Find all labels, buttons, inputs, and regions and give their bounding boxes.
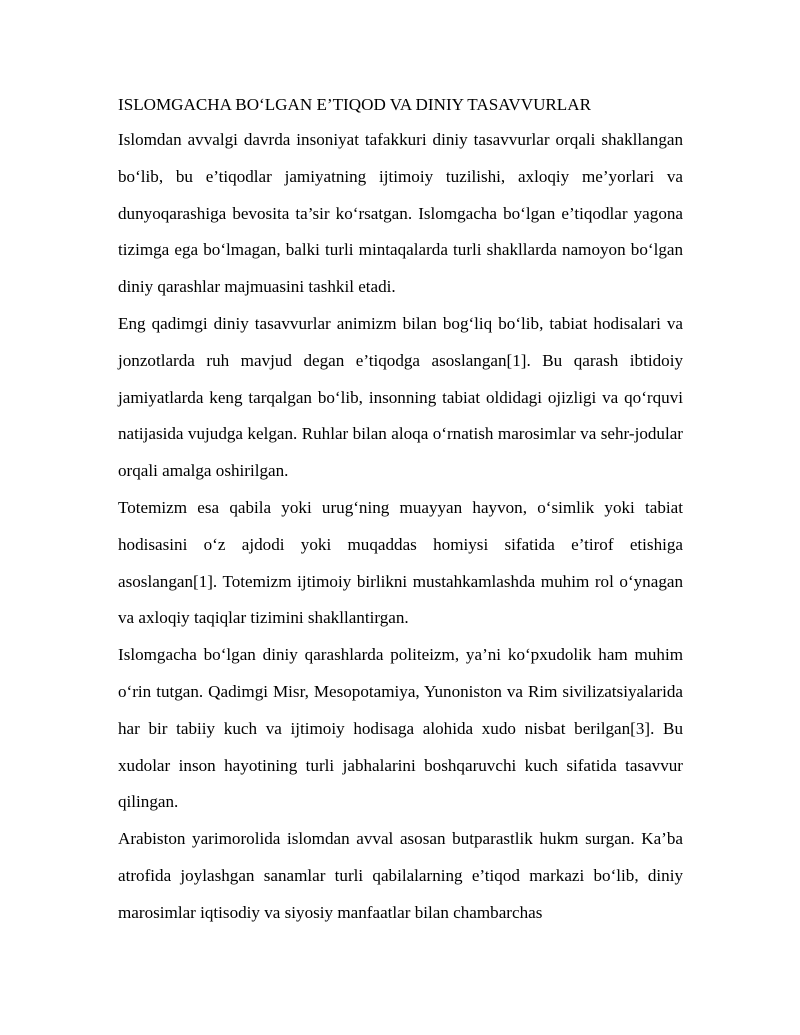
paragraph-pre-islamic-beliefs: Islomdan avvalgi davrda insoniyat tafakkuri diniy tasavvurlar orqali shakllangan bo‘lib, bu e’tiqodlar jamiyatning ijtimoiy tuzilishi, axloqiy me’yorlari va dunyoqarashiga bevosita ta’sir ko‘rsatgan. Islomgacha bo‘lgan e’tiqodlar yagona tizimga ega bo‘lmagan, balki turli mintaqalarda turli shakllarda namoyon bo‘lgan diniy qarashlar majmuasini tashkil etadi. [118, 130, 683, 297]
paragraph-animism: Eng qadimgi diniy tasavvurlar animizm bilan bog‘liq bo‘lib, tabiat hodisalari va jonzotlarda ruh mavjud degan e’tiqodga asoslangan[1]. Bu qarash ibtidoiy jamiyatlarda keng tarqalgan bo‘lib, insonning tabiat oldidagi ojizligi va qo‘rquvi natijasida vujudga kelgan. Ruhlar bilan aloqa o‘rnatish marosimlar va sehr-jodular orqali amalga oshirilgan. [118, 313, 683, 481]
document-title: ISLOMGACHA BO‘LGAN E’TIQOD VA DINIY TASAVVURLAR [118, 95, 591, 114]
document-page [118, 92, 683, 932]
paragraph-polytheism: Islomgacha bo‘lgan diniy qarashlarda politeizm, ya’ni ko‘pxudolik ham muhim o‘rin tutgan. Qadimgi Misr, Mesopotamiya, Yunoniston va Rim sivilizatsiyalarida har bir tabiiy kuch va ijtimoiy hodisaga alohida xudo nisbat berilgan[3]. Bu xudolar inson hayotining turli jabhalarini boshqaruvchi kuch sifatida tasavvur qilingan. [118, 645, 683, 812]
paragraph-arabian-idolatry: Arabiston yarimorolida islomdan avval asosan butparastlik hukm surgan. Ka’ba atrofida joylashgan sanamlar turli qabilalarning e’tiqod markazi bo‘lib, diniy marosimlar iqtisodiy va siyosiy manfaatlar bilan chambarchas [118, 829, 683, 922]
paragraph-totemism: Totemizm esa qabila yoki urug‘ning muayyan hayvon, o‘simlik yoki tabiat hodisasini o‘z ajdodi yoki muqaddas homiysi sifatida e’tirof etishiga asoslangan[1]. Totemizm ijtimoiy birlikni mustahkamlashda muhim rol o‘ynagan va axloqiy taqiqlar tizimini shakllantirgan. [118, 497, 683, 628]
